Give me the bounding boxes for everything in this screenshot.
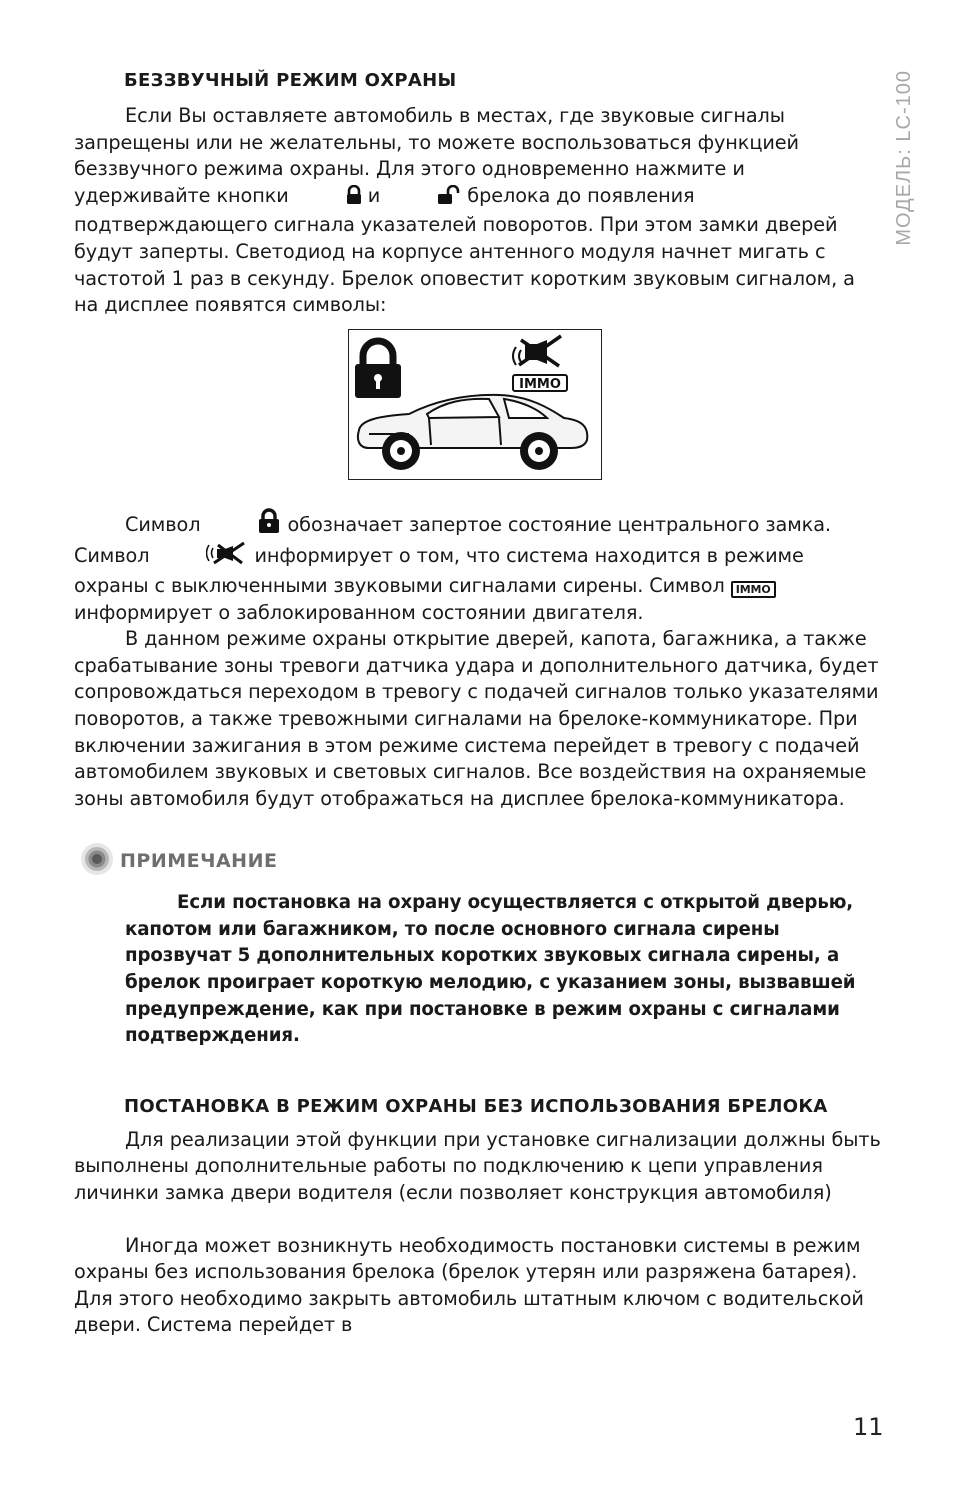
- lock-open-icon: [386, 185, 461, 213]
- note-target-icon: [80, 842, 114, 880]
- page-content: [74, 68, 884, 1339]
- text-fragment: Символ: [125, 512, 207, 536]
- front-wheel-icon: [382, 432, 420, 470]
- immo-label: IMMO: [519, 376, 561, 392]
- lock-closed-icon: [295, 185, 362, 213]
- section-title-no-keyfob: ПОСТАНОВКА В РЕЖИМ ОХРАНЫ БЕЗ ИСПОЛЬЗОВАНИЯ БРЕЛОКА: [124, 1095, 828, 1117]
- immo-badge: IMMO: [731, 581, 776, 598]
- text-fragment: Если Вы оставляете автомобиль в местах, где звуковые сигналы запрещены или не желательны, то можете воспользоваться функцией беззвучного режима охраны. Для этого одновременно нажмите и удерживайте кнопки: [74, 104, 799, 207]
- display-illustration: [348, 329, 602, 480]
- text-fragment: обозначает запертое состояние центрального замка. Символ: [74, 512, 831, 568]
- rear-wheel-icon: [520, 432, 558, 470]
- lock-closed-icon: [355, 341, 401, 398]
- page-number: 11: [853, 1413, 884, 1441]
- text-fragment: информирует о том, что система находится в режиме охраны с выключенными звуковыми сигналами сирены. Символ: [74, 544, 804, 597]
- siren-muted-icon: [513, 336, 561, 366]
- paragraph-symbols: [74, 508, 884, 626]
- text-fragment: информирует о заблокированном состоянии двигателя.: [74, 600, 644, 624]
- paragraph-no-keyfob-procedure: Иногда может возникнуть необходимость постановки системы в режим охраны без использования брелока (брелок утерян или разряжена батарея). Для этого необходимо закрыть автомобиль штатным ключом с водительской двери. Система перейдет в: [74, 1233, 864, 1337]
- note-header: [80, 842, 884, 880]
- model-side-label: МОДЕЛЬ: LC-100: [893, 70, 915, 246]
- text-fragment: брелока до появления подтверждающего сигнала указателей поворотов. При этом замки дверей будут заперты. Светодиод на корпусе антенного модуля начнет мигать с частотой 1 раз в секунду. Брелок оповестит коротким звуковым сигналом, а на дисплее появятся символы:: [74, 183, 855, 317]
- siren-muted-icon: [155, 541, 248, 573]
- paragraph-silent-mode-intro: [74, 103, 884, 319]
- note-body: [125, 890, 865, 1050]
- lock-closed-icon: [206, 508, 281, 542]
- note-title: ПРИМЕЧАНИЕ: [120, 850, 278, 873]
- paragraph-silent-mode-alarm: В данном режиме охраны открытие дверей, капота, багажника, а также срабатывание зоны тревоги датчика удара и дополнительного датчика, будет сопровождаться переходом в тревогу с подачей сигналов только указателями поворотов, а также тревожными сигналами на брелоке-коммуникаторе. При включении зажигания в этом режиме система перейдет в тревогу с подачей автомобилем звуковых и световых сигналов. Все воздействия на охраняемые зоны автомобиля будут отображаться на дисплее брелока-коммуникатора.: [74, 627, 879, 810]
- paragraph-no-keyfob-setup: Для реализации этой функции при установке сигнализации должны быть выполнены дополнительные работы по подключению к цепи управления личинки замка двери водителя (если позволяет конструкция автомобиля): [74, 1127, 881, 1205]
- note-text: Если постановка на охрану осуществляется с открытой дверью, капотом или багажником, то после основного сигнала сирены прозвучат 5 дополнительных коротких звуковых сигнала сирены, а брелок проиграет короткую мелодию, с указанием зоны, вызвавшей предупреждение, как при постановке в режим охраны с сигналами подтверждения.: [125, 892, 856, 1047]
- car-display-svg: [349, 330, 601, 479]
- section-title-silent-mode: БЕЗЗВУЧНЫЙ РЕЖИМ ОХРАНЫ: [124, 70, 457, 91]
- text-fragment: и: [361, 183, 387, 207]
